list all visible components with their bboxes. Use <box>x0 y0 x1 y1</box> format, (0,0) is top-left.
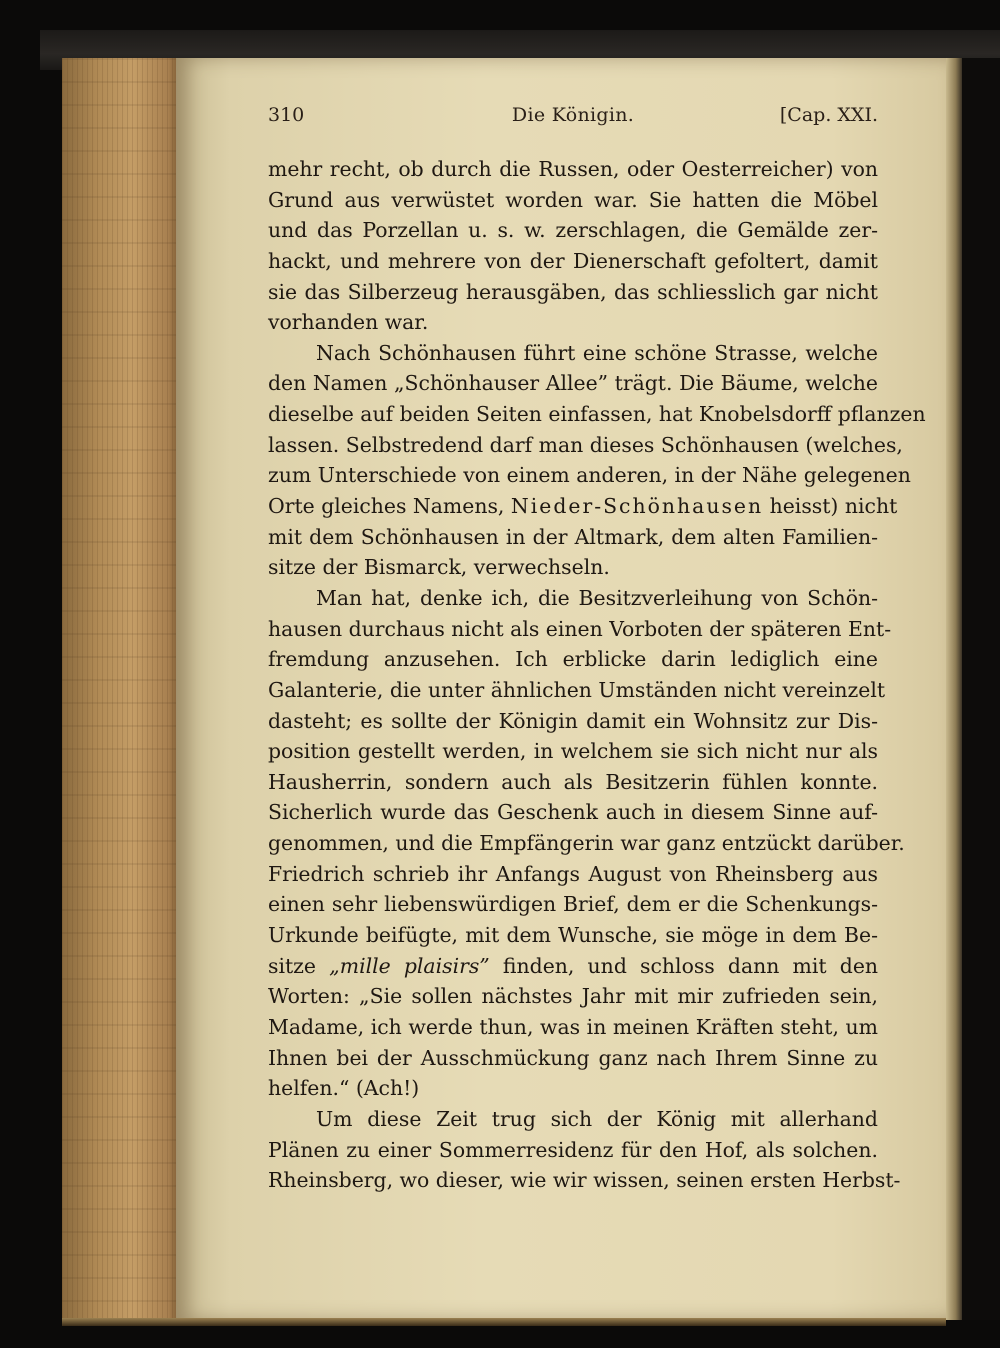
text-line: fremdung anzusehen. Ich erblicke darin lediglich eine <box>268 647 878 672</box>
text-line: einen sehr liebenswürdigen Brief, dem er die Schenkungs- <box>268 892 878 917</box>
text-line: und das Porzellan u. s. w. zerschlagen, die Gemälde zer- <box>268 218 878 243</box>
text-line: dieselbe auf beiden Seiten einfassen, hat Knobelsdorff pflanzen <box>268 402 926 427</box>
text-line: mehr recht, ob durch die Russen, oder Oesterreicher) von <box>268 157 878 181</box>
text-line: hausen durchaus nicht als einen Vorboten der späteren Ent- <box>268 616 892 641</box>
text-line: vorhanden war. <box>268 310 429 335</box>
text-segment: sitze <box>268 953 316 978</box>
text-line: helfen.“ (Ach!) <box>268 1076 420 1101</box>
chapter-reference: [Cap. XXI. <box>779 104 878 126</box>
text-line: Plänen zu einer Sommerresidenz für den Hof, als solchen. <box>268 1137 878 1162</box>
text-line: lassen. Selbstredend darf man dieses Schönhausen (welches, <box>268 432 903 457</box>
text-line: Worten: „Sie sollen nächstes Jahr mit mir zufrieden sein, <box>268 984 878 1009</box>
text-line: sitze der Bismarck, verwechseln. <box>268 555 610 580</box>
page-number: 310 <box>268 104 305 126</box>
text-line: Um diese Zeit trug sich der König mit allerhand <box>316 1106 878 1131</box>
running-title: Die Königin. <box>511 104 635 126</box>
text-line <box>268 951 878 982</box>
text-line: zum Unterschiede von einem anderen, in der Nähe gelegenen <box>268 463 911 488</box>
background-right <box>962 58 1000 1320</box>
text-line: position gestellt werden, in welchem sie sich nicht nur als <box>268 739 878 764</box>
italic-phrase: „mille plaisirs” <box>329 953 490 978</box>
text-line: Urkunde beifügte, mit dem Wunsche, sie möge in dem Be- <box>268 923 878 948</box>
page-header <box>268 104 878 138</box>
text-line: dasteht; es sollte der Königin damit ein Wohnsitz zur Dis- <box>268 708 878 733</box>
text-line: Grund aus verwüstet worden war. Sie hatten die Möbel <box>268 187 878 212</box>
text-line: den Namen „Schönhauser Allee” trägt. Die Bäume, welche <box>268 371 878 396</box>
page-edge-stack <box>62 58 180 1320</box>
text-segment: heisst) nicht <box>769 494 898 519</box>
text-line: Rheinsberg, wo dieser, wie wir wissen, seinen ersten Herbst- <box>268 1168 901 1193</box>
text-line: Madame, ich werde thun, was in meinen Kräften steht, um <box>268 1014 878 1039</box>
text-line: Nach Schönhausen führt eine schöne Strasse, welche <box>316 340 878 365</box>
text-line: Sicherlich wurde das Geschenk auch in diesem Sinne auf- <box>268 800 878 825</box>
spaced-name: Nieder-Schönhausen <box>510 494 764 519</box>
text-line: Galanterie, die unter ähnlichen Umständen nicht vereinzelt <box>268 677 886 702</box>
text-line: genommen, und die Empfängerin war ganz entzückt darüber. <box>268 831 905 856</box>
text-line: mit dem Schönhausen in der Altmark, dem alten Familien- <box>268 524 878 549</box>
text-segment: Orte gleiches Namens, <box>268 494 505 519</box>
text-line: hackt, und mehrere von der Dienerschaft gefoltert, damit <box>268 248 878 273</box>
text-line: sie das Silberzeug herausgäben, das schliesslich gar nicht <box>268 279 878 304</box>
text-line: Man hat, denke ich, die Besitzverleihung von Schön- <box>316 585 878 610</box>
body-text <box>268 154 926 1196</box>
text-line: Hausherrin, sondern auch als Besitzerin fühlen konnte. <box>268 769 878 794</box>
text-line <box>268 491 898 522</box>
facing-page-edge <box>946 58 962 1320</box>
text-line: Ihnen bei der Ausschmückung ganz nach Ihrem Sinne zu <box>268 1045 878 1070</box>
text-segment: finden, und schloss dann mit den <box>502 953 879 978</box>
page-bottom-edge <box>62 1318 946 1326</box>
text-line: Friedrich schrieb ihr Anfangs August von Rheinsberg aus <box>268 861 878 886</box>
